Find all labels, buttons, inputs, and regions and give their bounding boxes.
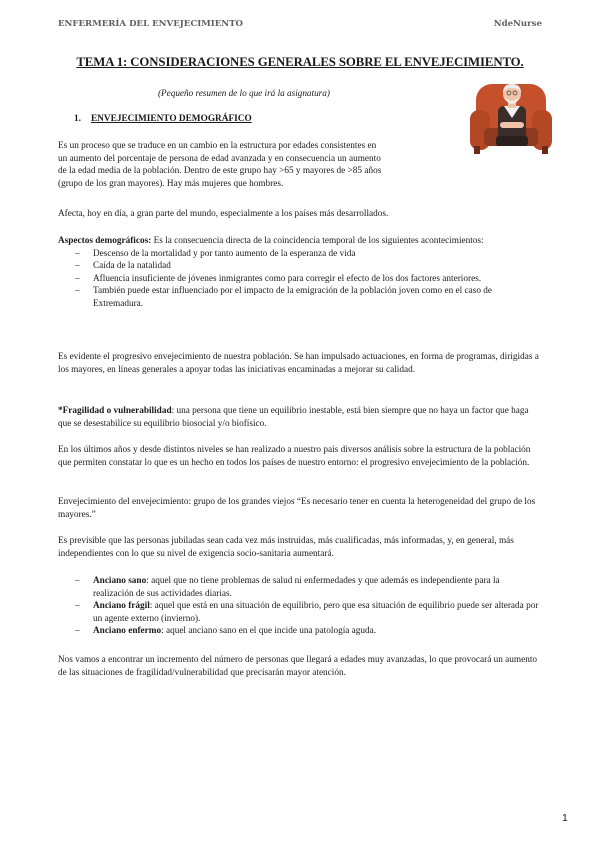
elderly-types-list <box>58 575 542 638</box>
list-item: – También puede estar influenciado por el impacto de la emigración de la población joven como en el caso de Extremadura. <box>75 286 493 309</box>
aging-of-aging-paragraph: Envejecimiento del envejecimiento: grupo de los grandes viejos “Es necesario tener en cuenta la heterogeneidad del grupo de los mayores.” <box>58 497 536 520</box>
page-title: TEMA 1: CONSIDERACIONES GENERALES SOBRE EL ENVEJECIMIENTO. <box>76 55 524 69</box>
type-text: : aquel que está en una situación de equilibrio, pero que esa situación de equilibrio puede ser alterada por un agente externo (invierno). <box>93 601 539 624</box>
demographic-label: Aspectos demográficos: <box>58 236 152 246</box>
intro-line: un aumento del porcentaje de persona de edad avanzada y en consecuencia un aumento <box>58 153 381 164</box>
elderly-man-armchair-illustration <box>468 76 554 156</box>
section-title: ENVEJECIMIENTO DEMOGRÁFICO <box>90 114 252 124</box>
intro-line: de la edad media de la población. Dentro de este grupo hay >65 y mayores de >85 años <box>58 166 382 177</box>
demographic-list <box>58 248 542 311</box>
list-item: – Descenso de la mortalidad y por tanto aumento de la esperanza de vida <box>75 248 356 259</box>
demographic-aspects <box>58 235 542 311</box>
type-label: Anciano enfermo <box>93 626 162 637</box>
list-item: – Anciano frágil: aquel que está en una situación de equilibrio, pero que esa situación de equilibrio puede ser alterada por un agente externo (invierno). <box>75 601 539 624</box>
type-text: : aquel anciano sano en el que incide una patología aguda. <box>161 626 377 637</box>
page-number: 1 <box>562 812 568 824</box>
list-item-text: Afluencia insuficiente de jóvenes inmigrantes como para corregir el efecto de los dos factores anteriores. <box>93 273 482 284</box>
list-item: – Afluencia insuficiente de jóvenes inmigrantes como para corregir el efecto de los dos factores anteriores. <box>75 273 482 284</box>
fragility-label: *Fragilidad o vulnerabilidad <box>58 406 172 416</box>
type-label: Anciano frágil <box>93 601 150 612</box>
running-header <box>58 19 542 29</box>
recent-analysis-paragraph: En los últimos años y desde distintos niveles se han realizado a nuestro país diversos análisis sobre la estructura de la población que permiten constatar lo que es un hecho en todos los países de nuestro entorno: el progresivo envejecimiento de la población. <box>58 445 531 468</box>
fragility-text: : una persona que tiene un equilibrio inestable, está bien siempre que no haya un factor que haga que se desestabilice su equilibrio biosocial y/o biofísico. <box>58 406 529 429</box>
evident-paragraph: Es evidente el progresivo envejecimiento de nuestra población. Se han impulsado actuaciones, en forma de programas, dirigidas a los mayores, en líneas generales a apoyar todas las iniciativas encaminadas a mejorar su calidad. <box>58 352 539 375</box>
page-subtitle: (Pequeño resumen de lo que irá la asignatura) <box>158 88 330 98</box>
foreseeable-paragraph: Es previsible que las personas jubiladas sean cada vez más instruidas, más cualificadas, más informadas, y, en general, más independientes con lo que su nivel de exigencia socio-sanitaria aumentará. <box>58 536 514 559</box>
type-label: Anciano sano <box>93 576 147 586</box>
header-author: NdeNurse <box>493 19 542 29</box>
list-item: – Caída de la natalidad <box>75 261 171 272</box>
affects-paragraph: Afecta, hoy en día, a gran parte del mundo, especialmente a los países más desarrollados. <box>58 209 389 219</box>
section-heading <box>74 114 252 124</box>
list-item-text: Descenso de la mortalidad y por tanto aumento de la esperanza de vida <box>93 248 356 259</box>
list-item-text: También puede estar influenciado por el impacto de la emigración de la población joven como en el caso de Extremadura. <box>93 286 493 309</box>
header-course-title: ENFERMERÍA DEL ENVEJECIMIENTO <box>58 19 244 29</box>
intro-line: (grupo de los gran mayores). Hay más mujeres que hombres. <box>58 178 284 189</box>
demographic-text: Es la consecuencia directa de la coincidencia temporal de los siguientes acontecimientos: <box>151 236 484 246</box>
fragility-paragraph <box>58 405 542 430</box>
type-text: : aquel que no tiene problemas de salud ni enfermedades y que además es independiente para la realización de sus actividades diarias. <box>93 576 500 599</box>
list-item-text: Caída de la natalidad <box>93 261 171 272</box>
intro-paragraph <box>58 140 453 190</box>
list-item: – Anciano sano: aquel que no tiene problemas de salud ni enfermedades y que además es independiente para la realización de sus actividades diarias. <box>75 576 500 599</box>
intro-line: Es un proceso que se traduce en un cambio en la estructura por edades consistentes en <box>58 141 377 151</box>
closing-paragraph: Nos vamos a encontrar un incremento del número de personas que llegará a edades muy avanzadas, lo que provocará un aumento de las situaciones de fragilidad/vulnerabilidad que precisarán mayor atención. <box>58 655 538 678</box>
list-item: – Anciano enfermo: aquel anciano sano en el que incide una patología aguda. <box>75 626 377 637</box>
section-number: 1. <box>74 114 81 124</box>
elderly-types <box>58 575 542 638</box>
